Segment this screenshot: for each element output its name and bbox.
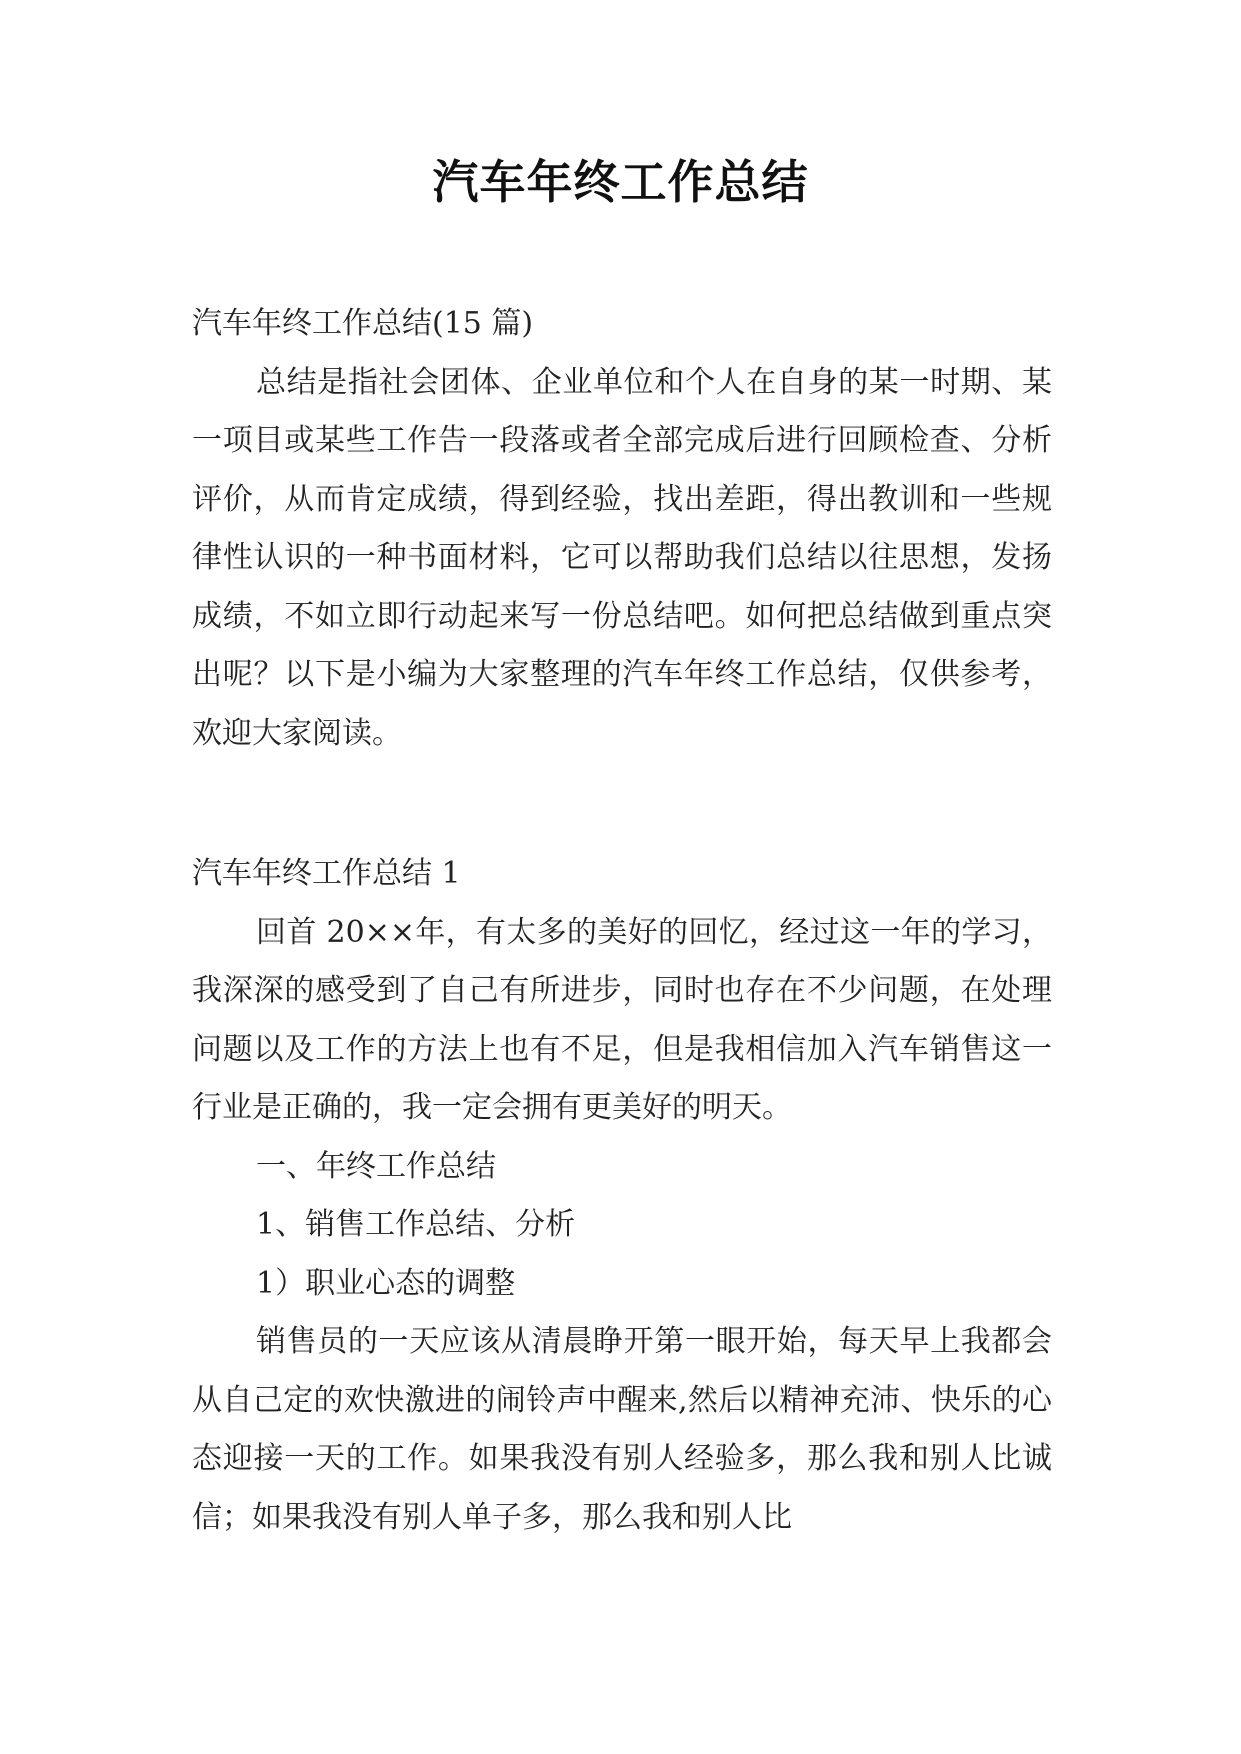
- section-1-heading: 汽车年终工作总结 1: [192, 856, 461, 891]
- section-1-subheading-b: 1、销售工作总结、分析: [256, 1207, 576, 1242]
- intro-paragraph: 总结是指社会团体、企业单位和个人在自身的某一时期、某一项目或某些工作告一段落或者全部完成后进行回顾检查、分析评价，从而肯定成绩，得到经验，找出差距，得出教训和一些规律性认识的一种书面材料，它可以帮助我们总结以往思想，发扬成绩，不如立即行动起来写一份总结吧。如何把总结做到重点突出呢？以下是小编为大家整理的汽车年终工作总结，仅供参考，欢迎大家阅读。: [192, 364, 1052, 751]
- section-1-paragraph-2: 销售员的一天应该从清晨睁开第一眼开始，每天早上我都会从自己定的欢快激进的闹铃声中醒来,然后以精神充沛、快乐的心态迎接一天的工作。如果我没有别人经验多，那么我和别人比诚信；如果我没有别人单子多，那么我和别人比: [192, 1324, 1052, 1535]
- section-1: [192, 845, 1052, 1547]
- section-1-subheading-c: 1）职业心态的调整: [256, 1265, 516, 1301]
- document-subtitle: 汽车年终工作总结(15 篇): [192, 306, 534, 341]
- section-1-subheading-a: 一、年终工作总结: [256, 1148, 496, 1184]
- document-title: 汽车年终工作总结: [432, 155, 809, 209]
- section-1-paragraph-1: 回首 20××年，有太多的美好的回忆，经过这一年的学习，我深深的感受到了自己有所进步，同时也存在不少问题，在处理问题以及工作的方法上也有不足，但是我相信加入汽车销售这一行业是正确的，我一定会拥有更美好的明天。: [192, 914, 1052, 1125]
- intro-section: [192, 295, 1052, 763]
